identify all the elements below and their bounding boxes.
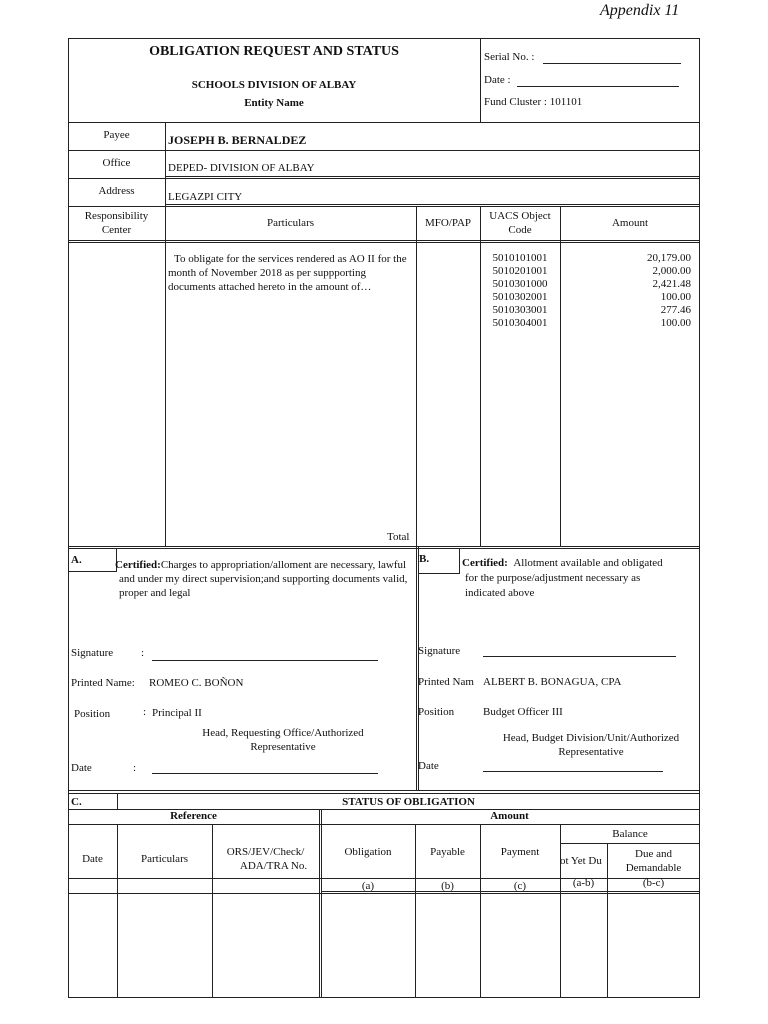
section-a-statement: Charges to appropriation/alloment are necessary, lawful and under my direct supervision;and supporting documents valid, proper and legal bbox=[119, 559, 408, 599]
b-printed-name: ALBERT B. BONAGUA, CPA bbox=[483, 676, 622, 688]
col-c-marker: (c) bbox=[513, 880, 527, 892]
amount-value: 2,421.48 bbox=[652, 278, 691, 290]
section-a-certified: Certified: bbox=[115, 559, 161, 571]
col-uacs-1: UACS Object bbox=[489, 210, 551, 222]
uacs-code: 5010303001 bbox=[492, 304, 548, 316]
amount-header: Amount bbox=[490, 810, 529, 822]
a-signature-colon: : bbox=[141, 647, 145, 659]
col-uacs-2: Code bbox=[508, 224, 532, 236]
col-mfo-pap: MFO/PAP bbox=[424, 217, 472, 229]
a-position-label: Position bbox=[74, 708, 111, 720]
b-date-label: Date bbox=[418, 760, 439, 772]
not-yet-due-col: ot Yet Du bbox=[560, 855, 602, 867]
payee-value: JOSEPH B. BERNALDEZ bbox=[168, 133, 307, 147]
amount-value: 100.00 bbox=[660, 317, 691, 329]
obligation-col: Obligation bbox=[344, 846, 392, 858]
date-label: Date : bbox=[484, 74, 511, 86]
a-signature-field[interactable] bbox=[152, 660, 378, 661]
address-label: Address bbox=[98, 185, 135, 197]
a-date-field[interactable] bbox=[152, 773, 378, 774]
payee-label: Payee bbox=[103, 129, 130, 141]
col-bc-marker: (b-c) bbox=[642, 877, 665, 889]
a-position: Principal II bbox=[152, 707, 202, 719]
office-label: Office bbox=[102, 157, 131, 169]
a-printed-name-label: Printed Name: bbox=[71, 677, 135, 689]
section-c-title: STATUS OF OBLIGATION bbox=[342, 796, 475, 808]
amount-value: 100.00 bbox=[660, 291, 691, 303]
col-a-marker: (a) bbox=[361, 880, 375, 892]
b-signature-field[interactable] bbox=[483, 656, 676, 657]
uacs-codes bbox=[480, 252, 560, 330]
uacs-code: 5010304001 bbox=[492, 317, 548, 329]
b-printed-name-label: Printed Nam bbox=[418, 676, 474, 688]
payable-col: Payable bbox=[430, 846, 465, 858]
b-position-label: Position bbox=[418, 706, 455, 718]
uacs-code: 5010302001 bbox=[492, 291, 548, 303]
col-resp-center-1: Responsibility bbox=[84, 210, 149, 222]
entity-name: SCHOOLS DIVISION OF ALBAY bbox=[191, 79, 357, 91]
particulars-text: To obligate for the services rendered as AO II for the month of November 2018 as per suppporting documents attached hereto in the amount of… bbox=[168, 253, 407, 293]
serial-field[interactable] bbox=[543, 63, 681, 64]
section-a-text bbox=[115, 558, 409, 600]
b-role-2: Representative bbox=[558, 746, 624, 758]
uacs-code: 5010301000 bbox=[492, 278, 548, 290]
date-field[interactable] bbox=[517, 86, 679, 87]
col-ab-marker: (a-b) bbox=[572, 877, 595, 889]
uacs-code: 5010201001 bbox=[492, 265, 548, 277]
b-text-2: for the purpose/adjustment necessary as bbox=[465, 572, 641, 584]
b-text-1-value: Allotment available and obligated bbox=[513, 557, 663, 569]
section-b-letter: B. bbox=[419, 553, 430, 565]
a-date-label: Date bbox=[71, 762, 92, 774]
col-resp-center-2: Center bbox=[101, 224, 132, 236]
appendix-label: Appendix 11 bbox=[600, 2, 680, 19]
amount-value: 277.46 bbox=[660, 304, 691, 316]
uacs-code: 5010101001 bbox=[492, 252, 548, 264]
balance-header: Balance bbox=[612, 828, 648, 840]
due-col-2: Demandable bbox=[625, 862, 682, 874]
b-date-field[interactable] bbox=[483, 771, 663, 772]
amount-value: 20,179.00 bbox=[647, 252, 691, 264]
office-value: DEPED- DIVISION OF ALBAY bbox=[168, 162, 315, 174]
due-col-1: Due and bbox=[635, 848, 672, 860]
a-signature-label: Signature bbox=[71, 647, 114, 659]
b-position: Budget Officer III bbox=[483, 706, 563, 718]
form-title: OBLIGATION REQUEST AND STATUS bbox=[149, 44, 399, 59]
col-amount: Amount bbox=[611, 217, 649, 229]
date-col: Date bbox=[82, 853, 103, 865]
particulars-col: Particulars bbox=[140, 853, 189, 865]
amounts bbox=[560, 252, 691, 330]
amount-value: 2,000.00 bbox=[652, 265, 691, 277]
a-role-1: Head, Requesting Office/Authorized bbox=[202, 727, 364, 739]
a-role-2: Representative bbox=[250, 741, 316, 753]
b-signature-label: Signature bbox=[418, 645, 461, 657]
a-date-colon: : bbox=[133, 762, 137, 774]
section-b-certified: Certified: bbox=[462, 557, 508, 569]
a-position-colon: : bbox=[143, 706, 147, 718]
col-particulars: Particulars bbox=[266, 217, 315, 229]
fund-cluster: Fund Cluster : 101101 bbox=[484, 96, 583, 108]
reference-header: Reference bbox=[170, 810, 217, 822]
a-printed-name: ROMEO C. BOÑON bbox=[149, 677, 244, 689]
ors-col-1: ORS/JEV/Check/ bbox=[226, 846, 305, 858]
b-text-1 bbox=[462, 557, 663, 570]
total-label: Total bbox=[387, 531, 410, 543]
section-a-letter: A. bbox=[71, 554, 82, 566]
payment-col: Payment bbox=[500, 846, 540, 858]
serial-label: Serial No. : bbox=[484, 51, 535, 63]
address-value: LEGAZPI CITY bbox=[168, 191, 243, 203]
section-c-letter: C. bbox=[71, 796, 82, 808]
b-role-1: Head, Budget Division/Unit/Authorized bbox=[502, 732, 680, 744]
entity-label: Entity Name bbox=[244, 97, 304, 109]
col-b-marker: (b) bbox=[441, 880, 454, 892]
ors-col-2: ADA/TRA No. bbox=[239, 860, 308, 872]
b-text-3: indicated above bbox=[465, 587, 535, 599]
